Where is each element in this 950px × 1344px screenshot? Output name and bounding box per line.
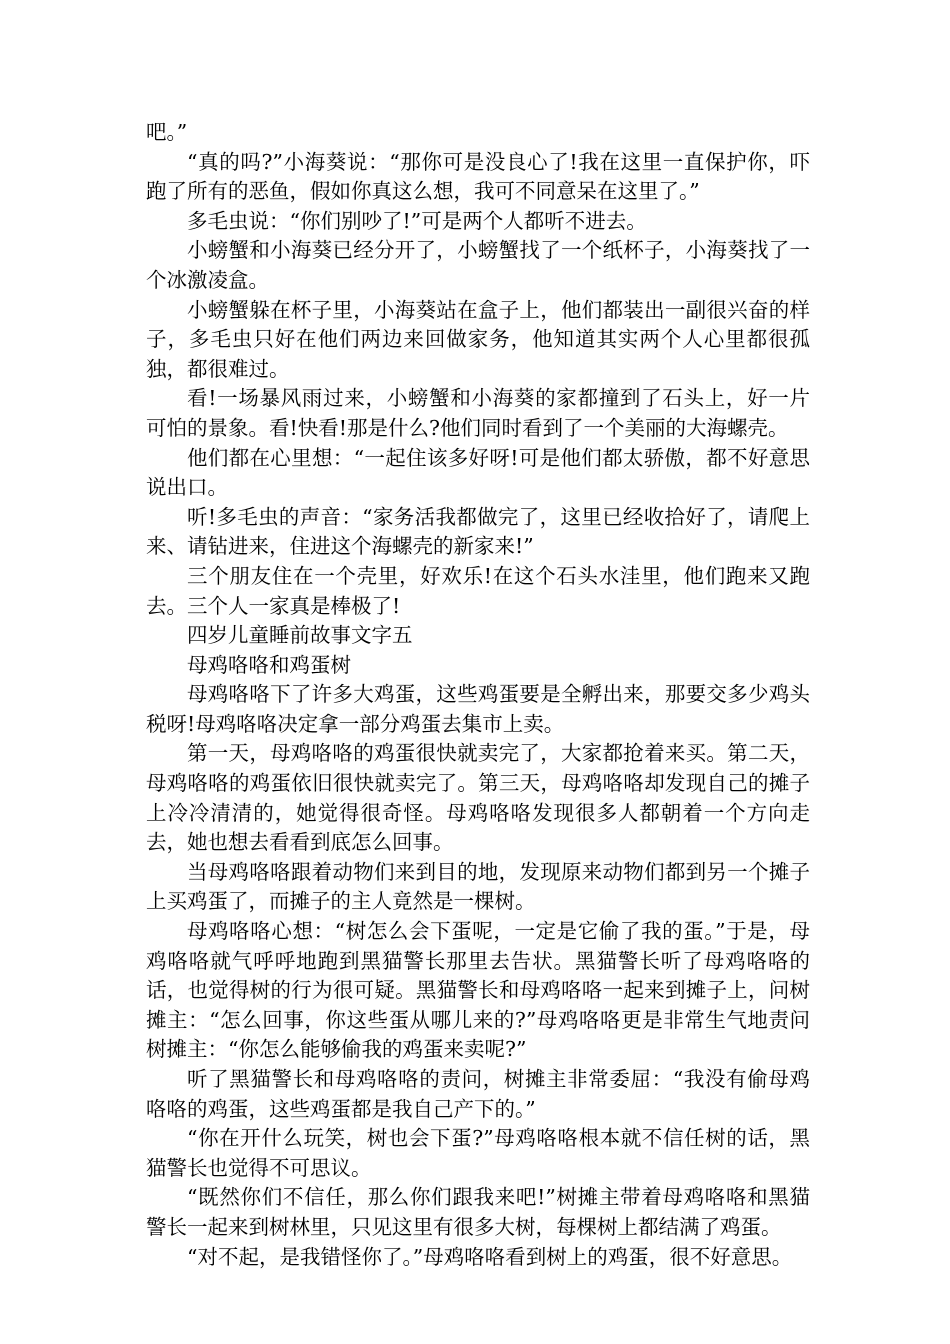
paragraph: 小螃蟹和小海葵已经分开了，小螃蟹找了一个纸杯子，小海葵找了一个冰激凌盒。 bbox=[146, 238, 810, 292]
paragraph: 他们都在心里想：“一起住该多好呀!可是他们都太骄傲，都不好意思说出口。 bbox=[146, 445, 810, 500]
paragraph: 听!多毛虫的声音：“家务活我都做完了，这里已经收拾好了，请爬上来、请钻进来，住进这个海螺壳的新家来!” bbox=[146, 504, 810, 559]
paragraph: 多毛虫说：“你们别吵了!”可是两个人都听不进去。 bbox=[187, 208, 647, 233]
paragraph-continuation: 吧。” bbox=[146, 120, 188, 144]
story-text bbox=[146, 118, 810, 1272]
paragraph: 当母鸡咯咯跟着动物们来到目的地，发现原来动物们都到另一个摊子上买鸡蛋了，而摊子的主人竟然是一棵树。 bbox=[146, 859, 810, 914]
section-heading: 四岁儿童睡前故事文字五 bbox=[187, 623, 413, 648]
story-title: 母鸡咯咯和鸡蛋树 bbox=[187, 652, 351, 677]
paragraph: 母鸡咯咯下了许多大鸡蛋，这些鸡蛋要是全孵出来，那要交多少鸡头税呀!母鸡咯咯决定拿一部分鸡蛋去集市上卖。 bbox=[146, 682, 810, 736]
paragraph: 听了黑猫警长和母鸡咯咯的责问，树摊主非常委屈：“我没有偷母鸡咯咯的鸡蛋，这些鸡蛋都是我自己产下的。” bbox=[146, 1067, 810, 1121]
paragraph: “既然你们不信任，那么你们跟我来吧!”树摊主带着母鸡咯咯和黑猫警长一起来到树林里，只见这里有很多大树，每棵树上都结满了鸡蛋。 bbox=[146, 1185, 810, 1239]
paragraph: “你在开什么玩笑，树也会下蛋?”母鸡咯咯根本就不信任树的话，黑猫警长也觉得不可思议。 bbox=[146, 1126, 810, 1180]
paragraph: 第一天，母鸡咯咯的鸡蛋很快就卖完了，大家都抢着来买。第二天，母鸡咯咯的鸡蛋依旧很快就卖完了。第三天，母鸡咯咯却发现自己的摊子上冷冷清清的，她觉得很奇怪。母鸡咯咯发现很多人都朝着一个方向走去，她也想去看看到底怎么回事。 bbox=[146, 741, 810, 855]
paragraph: 三个朋友住在一个壳里，好欢乐!在这个石头水洼里，他们跑来又跑去。三个人一家真是棒极了! bbox=[146, 563, 810, 618]
paragraph: “对不起，是我错怪你了。”母鸡咯咯看到树上的鸡蛋，很不好意思。 bbox=[187, 1244, 793, 1269]
paragraph: 看!一场暴风雨过来，小螃蟹和小海葵的家都撞到了石头上，好一片可怕的景象。看!快看!那是什么?他们同时看到了一个美丽的大海螺壳。 bbox=[146, 386, 810, 440]
paragraph: 小螃蟹躲在杯子里，小海葵站在盒子上，他们都装出一副很兴奋的样子，多毛虫只好在他们两边来回做家务，他知道其实两个人心里都很孤独，都很难过。 bbox=[146, 297, 810, 381]
paragraph: “真的吗?”小海葵说：“那你可是没良心了!我在这里一直保护你，吓跑了所有的恶鱼，假如你真这么想，我可不同意呆在这里了。” bbox=[146, 149, 810, 204]
paragraph: 母鸡咯咯心想：“树怎么会下蛋呢，一定是它偷了我的蛋。”于是，母鸡咯咯就气呼呼地跑到黑猫警长那里去告状。黑猫警长听了母鸡咯咯的话，也觉得树的行为很可疑。黑猫警长和母鸡咯咯一起来到摊子上，问树摊主：“怎么回事，你这些蛋从哪儿来的?”母鸡咯咯更是非常生气地责问树摊主：“你怎么能够偷我的鸡蛋来卖呢?” bbox=[146, 919, 810, 1062]
